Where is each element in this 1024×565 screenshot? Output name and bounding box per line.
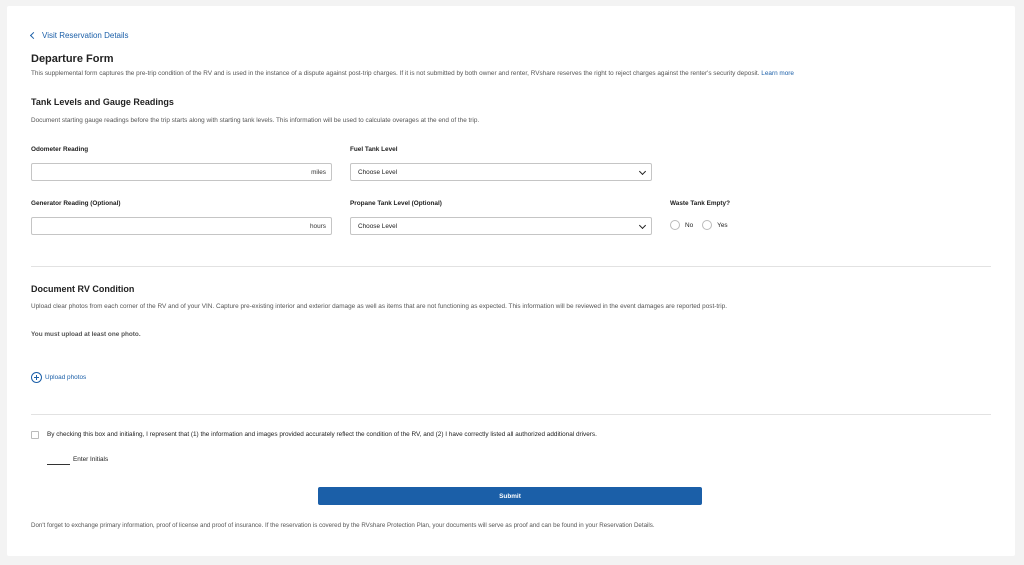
waste-tank-label: Waste Tank Empty? [670, 200, 731, 207]
propane-tank-label: Propane Tank Level (Optional) [350, 200, 442, 207]
propane-tank-selected: Choose Level [358, 223, 398, 230]
section-divider [31, 266, 991, 267]
generator-label: Generator Reading (Optional) [31, 200, 121, 207]
section-divider [31, 414, 991, 415]
agreement-checkbox[interactable] [31, 431, 39, 439]
propane-tank-select[interactable] [350, 217, 652, 235]
odometer-unit: miles [311, 169, 326, 176]
submit-button[interactable]: Submit [318, 487, 702, 505]
waste-tank-no-label: No [685, 221, 694, 229]
chevron-down-icon [639, 222, 646, 229]
waste-tank-no-option[interactable] [670, 220, 693, 230]
intro-text [31, 70, 794, 77]
upload-photos-label: Upload photos [45, 374, 87, 381]
fuel-tank-label: Fuel Tank Level [350, 146, 398, 153]
agreement-text: By checking this box and initialing, I represent that (1) the information and images provided accurately reflect the condition of the RV, and (2) I have correctly listed all authorized additional drivers. [47, 431, 597, 438]
initials-input[interactable] [47, 456, 70, 465]
odometer-input[interactable] [31, 163, 332, 181]
initials-label: Enter Initials [73, 456, 109, 463]
form-card [7, 6, 1015, 556]
chevron-down-icon [639, 168, 646, 175]
radio-circle-icon[interactable] [702, 220, 712, 230]
back-link-label: Visit Reservation Details [42, 31, 129, 40]
photo-requirement-notice: You must upload at least one photo. [31, 331, 141, 338]
learn-more-link[interactable]: Learn more [761, 70, 794, 77]
tank-section-description: Document starting gauge readings before the trip starts along with starting tank levels. This information will be used to calculate overages at the end of the trip. [31, 117, 480, 124]
intro-body: This supplemental form captures the pre-trip condition of the RV and is used in the instance of a dispute against post-trip charges. If it is not submitted by both owner and renter, RVshare reserves the right to reject charges against the renter's security deposit. [31, 70, 760, 77]
condition-section-description: Upload clear photos from each corner of the RV and of your VIN. Capture pre-existing interior and exterior damage as well as items that are not functioning as expected. This information will be reviewed in the event damages are reported post-trip. [31, 303, 727, 310]
generator-unit: hours [310, 223, 326, 230]
waste-tank-yes-label: Yes [717, 221, 728, 229]
footer-note: Don't forget to exchange primary information, proof of license and proof of insurance. If the reservation is covered by the RVshare Protection Plan, your documents will serve as proof and can be found in your Reservation Details. [31, 522, 655, 529]
generator-input[interactable] [31, 217, 332, 235]
waste-tank-yes-option[interactable] [702, 220, 727, 230]
fuel-tank-select[interactable] [350, 163, 652, 181]
upload-photos-button[interactable] [31, 372, 86, 383]
fuel-tank-selected: Choose Level [358, 169, 398, 176]
radio-circle-icon[interactable] [670, 220, 680, 230]
plus-circle-icon [31, 372, 42, 383]
back-link[interactable] [31, 31, 129, 40]
page-title: Departure Form [31, 53, 114, 65]
tank-section-title: Tank Levels and Gauge Readings [31, 97, 174, 107]
odometer-label: Odometer Reading [31, 146, 89, 153]
waste-tank-radio-group [670, 220, 728, 230]
condition-section-title: Document RV Condition [31, 284, 135, 294]
chevron-left-icon [30, 32, 37, 39]
